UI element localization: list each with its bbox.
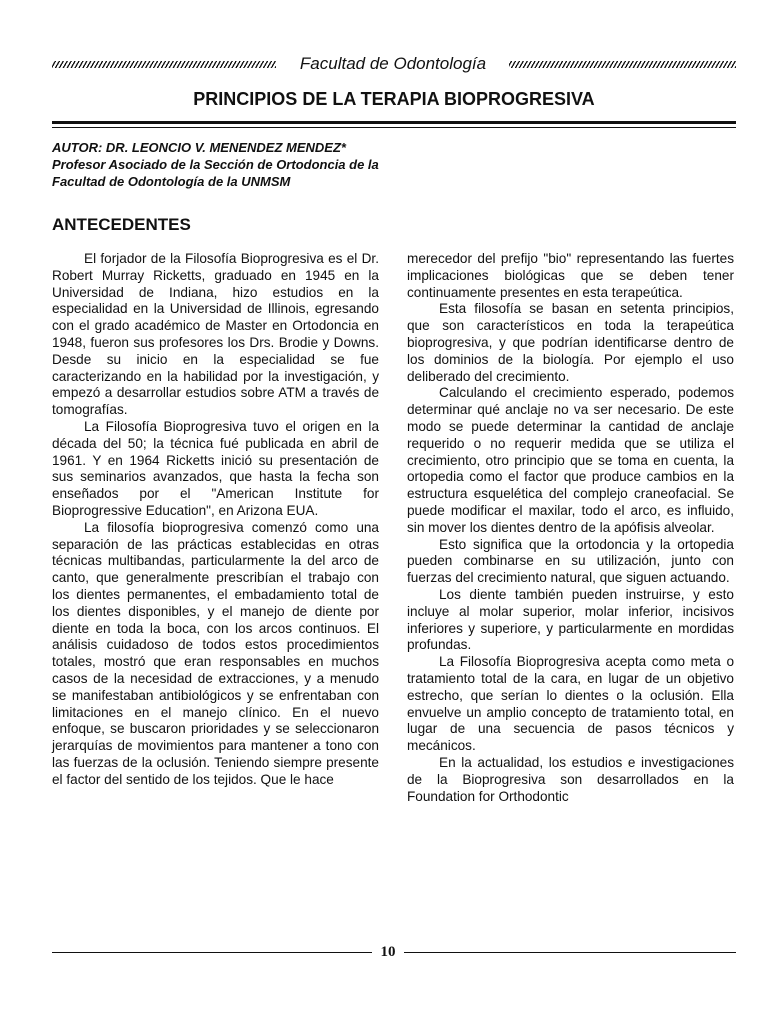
paragraph: Los diente también pueden instruirse, y esto incluye al molar superior, molar inferior, incisivos inferiores y superiore, y particularmente en mordidas profundas. bbox=[407, 586, 734, 653]
paragraph: El forjador de la Filosofía Bioprogresiva es el Dr. Robert Murray Ricketts, graduado en 1945 en la Universidad de Indiana, hizo estudios en la especialidad en la Universidad de Illinois, egresando con el grado académico de Master en Ortodoncia en 1948, fueron sus profesores los Drs. Brodie y Downs. Desde su inicio en la especialidad se fue caracterizando en la habilidad por la investigación, y empezó a desarrollar estudios sobre ATM a través de tomografías. bbox=[52, 251, 379, 418]
affiliation-line-1: Profesor Asociado de la Sección de Ortodoncia de la bbox=[52, 157, 379, 172]
running-header bbox=[52, 54, 736, 74]
paragraph: La Filosofía Bioprogresiva tuvo el origen en la década del 50; la técnica fué publicada en abril de 1961. Y en 1964 Ricketts inició su presentación de sus seminarios avanzados, que hasta la fecha son enseñados por el "American Institute for Bioprogressive Education", en Arizona EUA. bbox=[52, 418, 379, 518]
journal-name: Facultad de Odontología bbox=[299, 54, 487, 73]
paragraph: Esta filosofía se basan en setenta principios, que son característicos en toda la terapeútica bioprogresiva, y que podrían identificarse dentro de los dominios de la biología. Por ejemplo el uso deliberado del crecimiento. bbox=[407, 301, 734, 384]
affiliation-line-2: Facultad de Odontología de la UNMSM bbox=[52, 174, 291, 189]
author-block bbox=[52, 139, 736, 190]
title-rule-thin bbox=[52, 127, 736, 128]
paragraph: En la actualidad, los estudios e investigaciones de la Bioprogresiva son desarrollados en la Foundation for Orthodontic bbox=[407, 754, 734, 804]
right-column bbox=[407, 251, 734, 805]
page-number: 10 bbox=[380, 944, 396, 960]
title-rule-thick bbox=[52, 121, 736, 124]
author-line: AUTOR: DR. LEONCIO V. MENENDEZ MENDEZ* bbox=[52, 140, 346, 155]
header-hatch-left bbox=[52, 61, 276, 68]
header-hatch-right bbox=[509, 61, 736, 68]
section-heading: ANTECEDENTES bbox=[52, 215, 191, 234]
paragraph: Calculando el crecimiento esperado, podemos determinar qué anclaje no va ser necesario. De este modo se puede determinar la cantidad de anclaje requerido o no requerir medida que se utiliza el crecimiento, otro principio que se toma en cuenta, la ortopedia como el factor que produce cambios en la estructura esquelética del complejo craneofacial. Se puede modificar el maxilar, todo el arco, es influido, sin mover los dientes dentro de la apófisis alveolar. bbox=[407, 385, 734, 535]
paragraph: La filosofía bioprogresiva comenzó como una separación de las prácticas establecidas en otras técnicas multibandas, particularmente la del arco de canto, que generalmente prescribían el trabajo con los dientes permanentes, el embadamiento total de los dientes disponibles, y el manejo de diente por diente en toda la boca, con los arcos continuos. El análisis cuidadoso de todos estos procedimientos totales, mostró que eran responsables en muchos casos de la necesidad de extracciones, y a menudo se manifestaban antibiológicos y se enfrentaban con limitaciones en el manejo clínico. En el nuevo enfoque, se buscaron prioridades y se seleccionaron jerarquías de movimientos para mantener a tono con las fuerzas de la oclusión. Teniendo siempre presente el factor del sentido de los tejidos. Que le hace bbox=[52, 519, 379, 787]
footer-rule-right bbox=[404, 952, 736, 953]
paragraph: La Filosofía Bioprogresiva acepta como meta o tratamiento total de la cara, en lugar de un objetivo estrecho, que serían lo dientes o la oclusión. Ella envuelve un amplio concepto de tratamiento total, en lugar de una secuencia de pasos técnicos y mecánicos. bbox=[407, 654, 734, 754]
paragraph-continued: merecedor del prefijo "bio" representando las fuertes implicaciones biológicas que se deben tener continuamente presentes en esta terapeútica. bbox=[407, 251, 734, 300]
footer-rule-left bbox=[52, 952, 372, 953]
left-column bbox=[52, 251, 379, 789]
paragraph: Esto significa que la ortodoncia y la ortopedia pueden combinarse en su utilización, junto con fuerzas del crecimiento natural, que siguen actuando. bbox=[407, 536, 734, 586]
article-title: PRINCIPIOS DE LA TERAPIA BIOPROGRESIVA bbox=[193, 89, 595, 109]
